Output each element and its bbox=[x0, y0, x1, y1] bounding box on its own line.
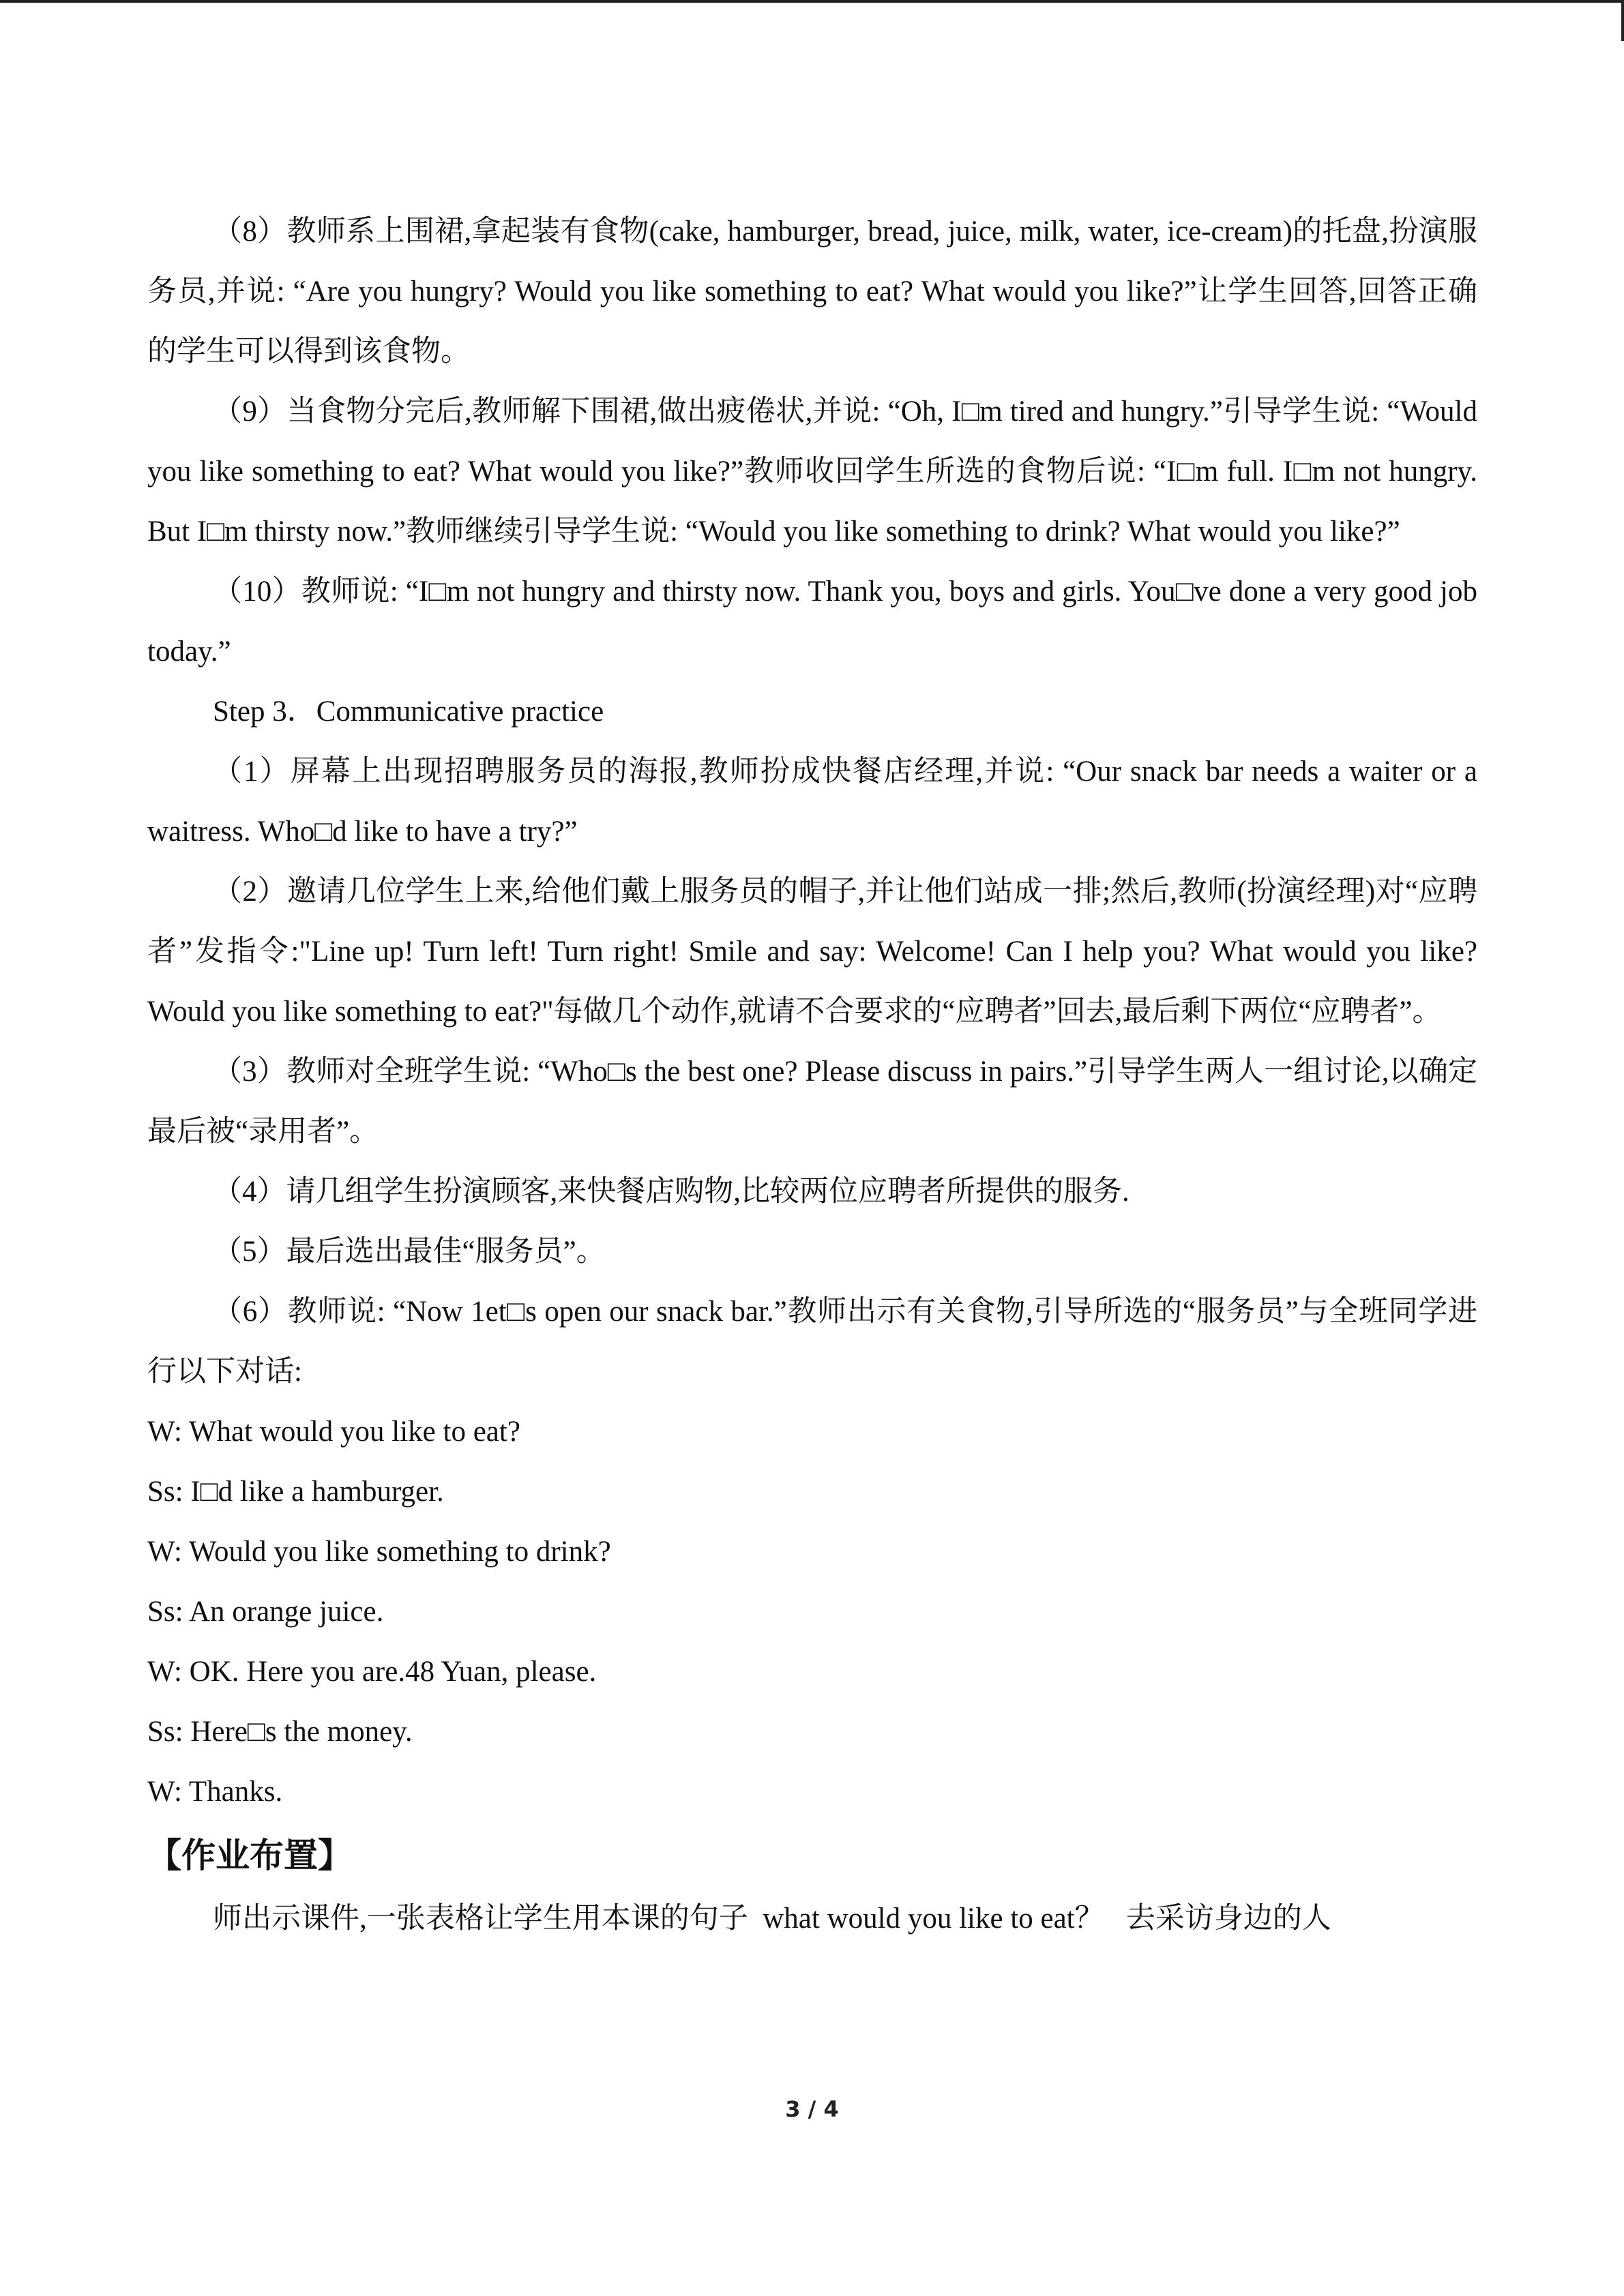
dialogue-line: Ss: Here□s the money. bbox=[147, 1716, 413, 1748]
paragraph-practice-5: （5）最后选出最佳“服务员”。 bbox=[213, 1236, 606, 1268]
paragraph-practice-2: （2）邀请几位学生上来,给他们戴上服务员的帽子,并让他们站成一排;然后,教师(扮演经理)对“应聘者”发指令:"Line up! Turn left! Turn right! Smile and say: Welcome! Can I help you? What would you like? Would you like something to eat?"每做几个动作,就请不合要求的“应聘者”回去,最后剩下两位“应聘者”。 bbox=[147, 876, 1477, 1028]
paragraph-practice-1: （1）屏幕上出现招聘服务员的海报,教师扮成快餐店经理,并说: “Our snack bar needs a waiter or a waitress. Who□d like to have a try?” bbox=[147, 756, 1477, 848]
homework-heading: 【作业布置】 bbox=[147, 1836, 352, 1875]
paragraph-practice-3: （3）教师对全班学生说: “Who□s the best one? Please discuss in pairs.”引导学生两人一组讨论,以确定最后被“录用者”。 bbox=[147, 1056, 1477, 1148]
paragraph-step-8: （8）教师系上围裙,拿起装有食物(cake, hamburger, bread, juice, milk, water, ice-cream)的托盘,扮演服务员,并说: “Are you hungry? Would you like something to eat? What would you like?”让学生回答,回答正确的学生可以得到该食物。 bbox=[147, 215, 1477, 368]
top-border-line bbox=[0, 0, 1624, 3]
document-body bbox=[147, 202, 1477, 1949]
dialogue-line: W: Thanks. bbox=[147, 1776, 283, 1808]
paragraph-step-10: （10）教师说: “I□m not hungry and thirsty now. Thank you, boys and girls. You□ve done a very good job today.” bbox=[147, 576, 1477, 668]
dialogue-line: W: What would you like to eat? bbox=[147, 1416, 520, 1448]
dialogue-line: Ss: An orange juice. bbox=[147, 1596, 384, 1628]
paragraph-step-9: （9）当食物分完后,教师解下围裙,做出疲倦状,并说: “Oh, I□m tired and hungry.”引导学生说: “Would you like something to eat? What would you like?”教师收回学生所选的食物后说: “I□m full. I□m not hungry. But I□m thirsty now.”教师继续引导学生说: “Would you like something to drink? What would you like?” bbox=[147, 396, 1477, 548]
section-title-step-3: Step 3．Communicative practice bbox=[213, 696, 604, 728]
paragraph-practice-4: （4）请几组学生扮演顾客,来快餐店购物,比较两位应聘者所提供的服务. bbox=[213, 1176, 1130, 1208]
paragraph-practice-6: （6）教师说: “Now 1et□s open our snack bar.”教师出示有关食物,引导所选的“服务员”与全班同学进行以下对话: bbox=[147, 1296, 1477, 1388]
page-number: 3 / 4 bbox=[785, 2096, 839, 2122]
dialogue-line: W: Would you like something to drink? bbox=[147, 1536, 611, 1568]
dialogue-line: Ss: I□d like a hamburger. bbox=[147, 1476, 444, 1508]
dialogue-line: W: OK. Here you are.48 Yuan, please. bbox=[147, 1656, 597, 1688]
homework-paragraph: 师出示课件,一张表格让学生用本课的句子 what would you like to eat？ 去采访身边的人 bbox=[213, 1903, 1331, 1935]
right-border-line bbox=[1621, 0, 1624, 41]
